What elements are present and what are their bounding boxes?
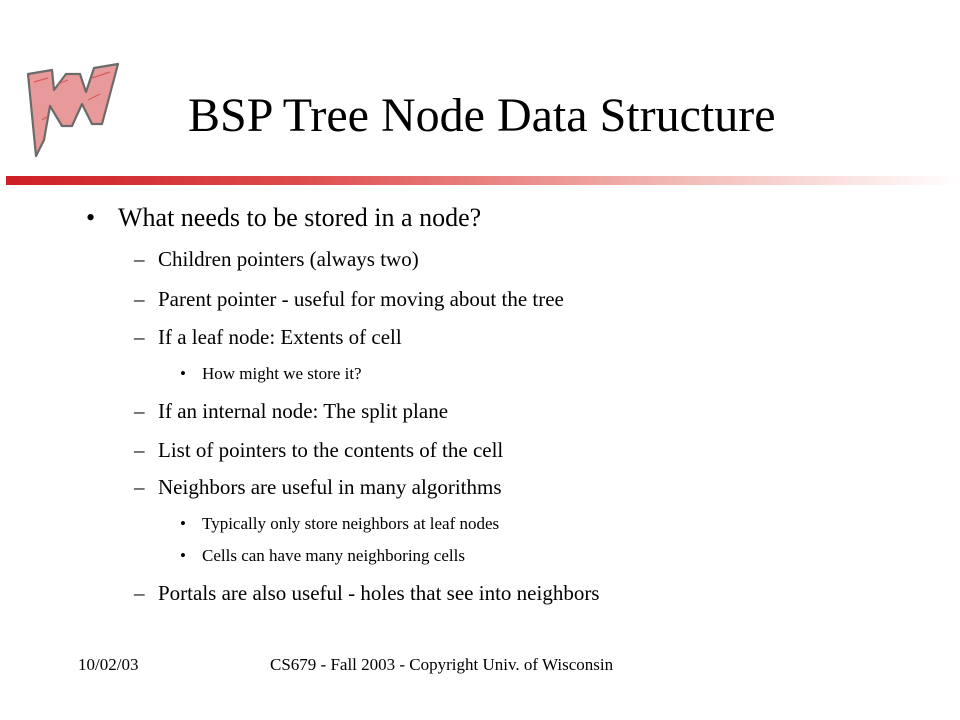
sub-bullet-text: Children pointers (always two) <box>158 247 419 271</box>
sub-sub-bullet-text: Typically only store neighbors at leaf nodes <box>202 514 500 533</box>
sub-bullet-marker: – <box>134 325 145 349</box>
sub-bullet-marker: – <box>134 399 145 423</box>
sub-sub-bullet-text: How might we store it? <box>202 364 362 383</box>
footer-course: CS679 - Fall 2003 - Copyright Univ. of Wisconsin <box>270 655 614 674</box>
bullet-marker: • <box>86 203 96 232</box>
sub-bullet-marker: – <box>134 581 145 605</box>
sub-bullet-marker: – <box>134 287 145 311</box>
sub-bullet-text: If a leaf node: Extents of cell <box>158 325 402 349</box>
sub-sub-bullet-marker: • <box>180 546 186 565</box>
sub-bullet-text: List of pointers to the contents of the cell <box>158 438 504 462</box>
sub-sub-bullet-marker: • <box>180 364 186 383</box>
sub-bullet-marker: – <box>134 247 145 271</box>
sub-bullet-text: If an internal node: The split plane <box>158 399 449 423</box>
sub-bullet-marker: – <box>134 475 145 499</box>
footer-date: 10/02/03 <box>78 655 139 674</box>
slide-title: BSP Tree Node Data Structure <box>188 89 776 142</box>
sub-bullet-text: Parent pointer - useful for moving about the tree <box>158 287 564 311</box>
sub-bullet-marker: – <box>134 438 145 462</box>
bullet-text: What needs to be stored in a node? <box>118 203 482 232</box>
sub-bullet-text: Portals are also useful - holes that see into neighbors <box>158 581 600 605</box>
sub-bullet-text: Neighbors are useful in many algorithms <box>158 475 502 499</box>
sub-sub-bullet-marker: • <box>180 514 186 533</box>
sub-sub-bullet-text: Cells can have many neighboring cells <box>202 546 465 565</box>
